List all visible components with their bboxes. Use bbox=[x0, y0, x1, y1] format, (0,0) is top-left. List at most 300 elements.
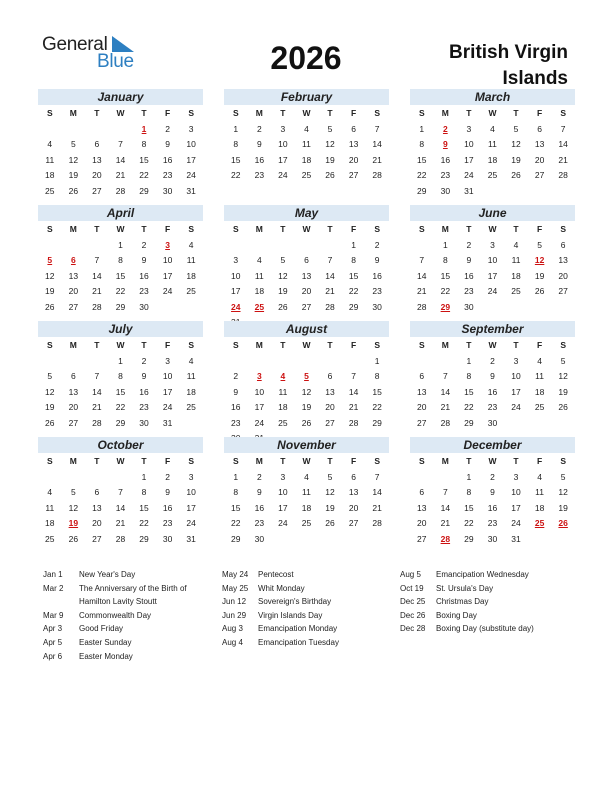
holiday-day: 5 bbox=[47, 255, 53, 265]
day: 28 bbox=[325, 301, 335, 312]
day: 11 bbox=[186, 371, 196, 381]
weekday-header: T bbox=[141, 340, 147, 350]
weekday-header: S bbox=[374, 108, 380, 118]
day: 13 bbox=[348, 139, 359, 149]
day: 2 bbox=[256, 471, 262, 482]
holiday-date: Aug 4 bbox=[222, 637, 243, 647]
day: 2 bbox=[256, 123, 262, 134]
day: 15 bbox=[417, 154, 427, 165]
day: 21 bbox=[558, 154, 568, 165]
day: 10 bbox=[231, 270, 241, 281]
weekday-header: T bbox=[141, 108, 147, 118]
weekday-header: T bbox=[466, 224, 472, 234]
day: 3 bbox=[280, 123, 286, 134]
day: 4 bbox=[188, 239, 194, 250]
day: 26 bbox=[325, 170, 335, 180]
day: 22 bbox=[231, 170, 241, 180]
month-october bbox=[38, 437, 203, 547]
day: 15 bbox=[440, 270, 451, 281]
day: 22 bbox=[231, 518, 241, 528]
month-may bbox=[224, 205, 389, 331]
day-grid bbox=[224, 338, 389, 447]
day: 5 bbox=[280, 255, 286, 265]
day: 25 bbox=[45, 185, 55, 196]
day: 29 bbox=[115, 417, 126, 428]
holiday-item bbox=[222, 609, 392, 623]
holiday-item bbox=[43, 636, 213, 650]
day: 23 bbox=[440, 170, 451, 180]
day: 26 bbox=[68, 533, 79, 544]
day: 9 bbox=[490, 487, 495, 497]
day: 28 bbox=[348, 417, 359, 428]
month-title: May bbox=[224, 205, 389, 221]
day: 4 bbox=[490, 123, 495, 134]
day: 2 bbox=[490, 355, 495, 366]
day: 23 bbox=[254, 170, 265, 180]
weekday-header: F bbox=[350, 456, 357, 466]
day: 26 bbox=[45, 417, 55, 428]
day-grid bbox=[38, 106, 203, 199]
day: 17 bbox=[511, 386, 521, 397]
day: 11 bbox=[254, 270, 264, 281]
holiday-date: Mar 9 bbox=[43, 610, 64, 620]
day: 16 bbox=[162, 154, 173, 165]
day: 23 bbox=[162, 170, 173, 180]
month-june bbox=[410, 205, 575, 315]
day: 15 bbox=[231, 502, 241, 513]
day: 29 bbox=[139, 185, 149, 196]
weekday-header: W bbox=[302, 224, 311, 234]
day: 4 bbox=[256, 255, 262, 265]
day: 3 bbox=[188, 471, 194, 482]
day: 12 bbox=[278, 270, 288, 281]
empty-cell bbox=[224, 354, 248, 370]
day: 14 bbox=[348, 386, 359, 397]
holiday-name: Christmas Day bbox=[436, 597, 489, 607]
holiday-item bbox=[43, 622, 213, 636]
day: 29 bbox=[417, 185, 427, 196]
empty-cell bbox=[62, 238, 86, 254]
weekday-header: F bbox=[164, 108, 171, 118]
day: 1 bbox=[233, 123, 239, 134]
weekday-header: W bbox=[116, 456, 125, 466]
day: 19 bbox=[45, 286, 55, 296]
day-grid bbox=[410, 454, 575, 547]
empty-cell bbox=[85, 122, 109, 138]
weekday-header: S bbox=[560, 224, 566, 234]
day: 8 bbox=[118, 255, 123, 265]
day: 16 bbox=[254, 154, 265, 165]
day: 29 bbox=[348, 301, 359, 312]
weekday-header: M bbox=[255, 456, 263, 466]
day: 8 bbox=[233, 139, 239, 149]
day: 16 bbox=[487, 502, 498, 513]
weekday-header: F bbox=[536, 340, 543, 350]
day: 27 bbox=[325, 417, 335, 428]
day: 20 bbox=[301, 286, 312, 296]
month-january bbox=[38, 89, 203, 199]
day: 23 bbox=[487, 518, 498, 528]
day: 20 bbox=[92, 518, 102, 528]
day: 30 bbox=[254, 533, 265, 544]
day: 17 bbox=[231, 286, 241, 296]
day: 23 bbox=[139, 286, 149, 296]
day: 25 bbox=[534, 402, 545, 412]
day: 1 bbox=[374, 355, 380, 366]
day-grid bbox=[224, 222, 389, 331]
weekday-header: T bbox=[513, 108, 519, 118]
day: 28 bbox=[558, 170, 568, 180]
day: 15 bbox=[139, 154, 149, 165]
day: 12 bbox=[558, 487, 568, 497]
day: 19 bbox=[325, 154, 335, 165]
day: 7 bbox=[351, 371, 356, 381]
day: 18 bbox=[254, 286, 265, 296]
holiday-name: Commonwealth Day bbox=[79, 610, 152, 620]
holiday-date: Apr 3 bbox=[43, 624, 63, 634]
day: 2 bbox=[374, 239, 380, 250]
day: 19 bbox=[45, 402, 55, 412]
day: 17 bbox=[254, 402, 265, 412]
holiday-day: 6 bbox=[70, 255, 76, 265]
day: 4 bbox=[188, 355, 194, 366]
weekday-header: M bbox=[441, 456, 449, 466]
day: 18 bbox=[186, 270, 196, 281]
holiday-item bbox=[43, 568, 213, 582]
day: 29 bbox=[231, 533, 241, 544]
month-title: February bbox=[224, 89, 389, 105]
month-title: September bbox=[410, 321, 575, 337]
day: 1 bbox=[419, 123, 425, 134]
holiday-date: May 25 bbox=[222, 583, 249, 593]
weekday-header: T bbox=[327, 340, 333, 350]
weekday-header: F bbox=[536, 456, 543, 466]
day: 2 bbox=[141, 239, 147, 250]
day: 18 bbox=[487, 154, 498, 165]
day: 7 bbox=[374, 471, 380, 482]
day: 6 bbox=[351, 471, 356, 482]
weekday-header: W bbox=[116, 340, 125, 350]
day: 17 bbox=[278, 154, 288, 165]
day: 21 bbox=[115, 170, 126, 180]
empty-cell bbox=[318, 354, 342, 370]
empty-cell bbox=[224, 238, 248, 254]
day: 3 bbox=[233, 255, 239, 265]
day: 7 bbox=[327, 255, 333, 265]
day: 9 bbox=[256, 487, 262, 497]
day: 30 bbox=[464, 301, 474, 312]
weekday-header: T bbox=[280, 340, 286, 350]
day: 6 bbox=[537, 123, 542, 134]
weekday-header: F bbox=[536, 224, 543, 234]
holiday-item bbox=[400, 622, 575, 636]
day: 22 bbox=[464, 518, 474, 528]
day: 13 bbox=[558, 255, 568, 265]
month-february bbox=[224, 89, 389, 184]
holiday-name: Emancipation Monday bbox=[258, 624, 338, 634]
day: 29 bbox=[139, 533, 149, 544]
day: 6 bbox=[419, 487, 425, 497]
weekday-header: S bbox=[560, 108, 566, 118]
day: 21 bbox=[372, 154, 382, 165]
weekday-header: T bbox=[94, 224, 100, 234]
day: 6 bbox=[419, 371, 425, 381]
empty-cell bbox=[410, 238, 434, 254]
weekday-header: T bbox=[280, 456, 286, 466]
month-title: October bbox=[38, 437, 203, 453]
day: 2 bbox=[141, 355, 147, 366]
day: 31 bbox=[186, 533, 196, 544]
day: 10 bbox=[162, 371, 173, 381]
day: 5 bbox=[537, 239, 542, 250]
day: 3 bbox=[188, 123, 194, 134]
day: 8 bbox=[419, 139, 425, 149]
day: 4 bbox=[47, 139, 53, 149]
empty-cell bbox=[248, 354, 272, 370]
day: 12 bbox=[68, 502, 79, 513]
day: 4 bbox=[304, 471, 309, 482]
day: 11 bbox=[45, 154, 55, 165]
weekday-header: W bbox=[488, 456, 497, 466]
day: 10 bbox=[511, 371, 521, 381]
weekday-header: M bbox=[441, 340, 449, 350]
day: 7 bbox=[419, 255, 425, 265]
weekday-header: F bbox=[164, 224, 171, 234]
day: 26 bbox=[534, 286, 545, 296]
day: 19 bbox=[68, 170, 79, 180]
day: 30 bbox=[139, 417, 149, 428]
day: 16 bbox=[464, 270, 474, 281]
holiday-item bbox=[400, 582, 575, 596]
day: 11 bbox=[488, 139, 497, 149]
day: 14 bbox=[92, 386, 102, 397]
month-title: March bbox=[410, 89, 575, 105]
day: 19 bbox=[325, 502, 335, 513]
empty-cell bbox=[85, 354, 109, 370]
day: 29 bbox=[464, 417, 474, 428]
day: 28 bbox=[115, 185, 126, 196]
day-grid bbox=[410, 106, 575, 199]
day: 23 bbox=[254, 518, 265, 528]
weekday-header: S bbox=[418, 224, 425, 234]
day: 17 bbox=[511, 502, 521, 513]
empty-cell bbox=[410, 470, 434, 486]
day: 15 bbox=[115, 386, 126, 397]
day: 17 bbox=[464, 154, 474, 165]
day: 30 bbox=[139, 301, 149, 312]
empty-cell bbox=[342, 354, 366, 370]
day: 9 bbox=[141, 371, 147, 381]
day: 25 bbox=[301, 170, 312, 180]
day: 11 bbox=[302, 139, 311, 149]
day: 12 bbox=[301, 386, 312, 397]
day: 8 bbox=[466, 371, 472, 381]
day: 22 bbox=[139, 170, 149, 180]
weekday-header: S bbox=[560, 340, 566, 350]
day: 18 bbox=[301, 154, 312, 165]
day: 5 bbox=[560, 471, 566, 482]
holiday-item bbox=[222, 595, 392, 609]
day: 2 bbox=[233, 371, 239, 381]
month-title: July bbox=[38, 321, 203, 337]
day: 12 bbox=[325, 139, 335, 149]
day: 7 bbox=[374, 123, 380, 134]
day: 19 bbox=[558, 502, 568, 513]
day: 5 bbox=[70, 487, 76, 497]
day: 21 bbox=[440, 402, 451, 412]
day: 26 bbox=[511, 170, 521, 180]
holiday-name: The Anniversary of the Birth of Hamilton Lavity Stoutt bbox=[79, 583, 187, 607]
day: 14 bbox=[558, 139, 568, 149]
weekday-header: S bbox=[374, 456, 380, 466]
holiday-date: Dec 25 bbox=[400, 597, 426, 607]
day: 10 bbox=[254, 386, 265, 397]
empty-cell bbox=[434, 470, 458, 486]
weekday-header: F bbox=[350, 224, 357, 234]
day: 20 bbox=[534, 154, 545, 165]
day: 13 bbox=[92, 154, 102, 165]
day: 13 bbox=[534, 139, 545, 149]
day: 14 bbox=[440, 386, 451, 397]
empty-cell bbox=[271, 354, 295, 370]
day: 28 bbox=[92, 301, 102, 312]
day: 20 bbox=[348, 502, 359, 513]
day: 24 bbox=[162, 402, 173, 412]
day: 27 bbox=[92, 185, 102, 196]
weekday-header: T bbox=[141, 224, 147, 234]
day: 30 bbox=[440, 185, 451, 196]
day: 13 bbox=[301, 270, 312, 281]
day: 7 bbox=[94, 255, 100, 265]
day: 11 bbox=[535, 371, 544, 381]
holiday-date: Jun 12 bbox=[222, 597, 247, 607]
logo-word-general: General bbox=[42, 34, 108, 55]
day: 2 bbox=[165, 123, 170, 134]
day: 14 bbox=[372, 139, 382, 149]
weekday-header: S bbox=[418, 108, 425, 118]
month-title: November bbox=[224, 437, 389, 453]
holiday-date: Dec 26 bbox=[400, 610, 426, 620]
day: 31 bbox=[162, 417, 173, 428]
holiday-list-col-1 bbox=[43, 568, 213, 663]
day: 30 bbox=[487, 417, 498, 428]
empty-cell bbox=[109, 122, 133, 138]
weekday-header: T bbox=[466, 456, 472, 466]
holiday-list-col-2 bbox=[222, 568, 392, 650]
empty-cell bbox=[38, 238, 62, 254]
empty-cell bbox=[85, 238, 109, 254]
day: 2 bbox=[466, 239, 472, 250]
holiday-name: Pentecost bbox=[258, 570, 294, 579]
day: 17 bbox=[278, 502, 288, 513]
day: 14 bbox=[325, 270, 335, 281]
day: 25 bbox=[45, 533, 55, 544]
day: 3 bbox=[513, 355, 519, 366]
day: 25 bbox=[278, 417, 288, 428]
weekday-header: T bbox=[466, 108, 472, 118]
holiday-name: St. Ursula's Day bbox=[436, 583, 494, 593]
day: 22 bbox=[139, 518, 149, 528]
day: 23 bbox=[372, 286, 382, 296]
holiday-name: New Year's Day bbox=[79, 570, 136, 579]
day: 22 bbox=[348, 286, 359, 296]
day: 21 bbox=[348, 402, 359, 412]
holiday-day: 5 bbox=[304, 371, 309, 381]
day: 1 bbox=[141, 471, 147, 482]
day: 20 bbox=[325, 402, 335, 412]
day: 7 bbox=[560, 123, 566, 134]
day: 7 bbox=[118, 487, 123, 497]
day: 15 bbox=[372, 386, 382, 397]
day: 23 bbox=[162, 518, 173, 528]
day: 24 bbox=[186, 170, 196, 180]
day: 19 bbox=[511, 154, 521, 165]
day: 22 bbox=[440, 286, 451, 296]
holiday-day: 29 bbox=[440, 301, 451, 312]
month-september bbox=[410, 321, 575, 431]
month-november bbox=[224, 437, 389, 547]
weekday-header: T bbox=[513, 224, 519, 234]
day: 24 bbox=[487, 286, 498, 296]
day: 25 bbox=[487, 170, 498, 180]
day: 3 bbox=[165, 355, 170, 366]
holiday-date: Jan 1 bbox=[43, 570, 63, 579]
day: 11 bbox=[511, 255, 521, 265]
day: 14 bbox=[92, 270, 102, 281]
day: 17 bbox=[162, 386, 173, 397]
day: 21 bbox=[417, 286, 427, 296]
day: 4 bbox=[304, 123, 309, 134]
holiday-name: Boxing Day bbox=[436, 610, 477, 620]
day: 29 bbox=[464, 533, 474, 544]
weekday-header: T bbox=[466, 340, 472, 350]
day-grid bbox=[38, 222, 203, 315]
holiday-name: Virgin Islands Day bbox=[258, 610, 323, 620]
day: 27 bbox=[534, 170, 545, 180]
day: 27 bbox=[558, 286, 568, 296]
holiday-date: Aug 5 bbox=[400, 570, 421, 579]
day: 18 bbox=[45, 518, 55, 528]
day: 4 bbox=[537, 471, 542, 482]
holiday-day: 4 bbox=[280, 371, 286, 381]
day: 3 bbox=[513, 471, 519, 482]
holiday-day: 2 bbox=[442, 123, 448, 134]
day: 7 bbox=[94, 371, 100, 381]
day: 5 bbox=[70, 139, 76, 149]
day: 12 bbox=[511, 139, 521, 149]
day: 28 bbox=[115, 533, 126, 544]
day: 24 bbox=[186, 518, 196, 528]
weekday-header: M bbox=[441, 224, 449, 234]
day: 23 bbox=[139, 402, 149, 412]
day: 2 bbox=[165, 471, 170, 482]
day: 19 bbox=[534, 270, 545, 281]
holiday-name: Easter Sunday bbox=[79, 637, 132, 647]
day: 21 bbox=[440, 518, 451, 528]
day: 8 bbox=[141, 139, 147, 149]
weekday-header: W bbox=[488, 224, 497, 234]
day: 18 bbox=[511, 270, 521, 281]
day: 11 bbox=[302, 487, 311, 497]
day: 30 bbox=[487, 533, 498, 544]
day: 27 bbox=[68, 301, 79, 312]
day: 28 bbox=[372, 518, 382, 528]
day: 13 bbox=[92, 502, 102, 513]
day: 14 bbox=[372, 487, 382, 497]
weekday-header: S bbox=[46, 224, 53, 234]
holiday-date: Aug 3 bbox=[222, 624, 243, 634]
holiday-item bbox=[222, 582, 392, 596]
